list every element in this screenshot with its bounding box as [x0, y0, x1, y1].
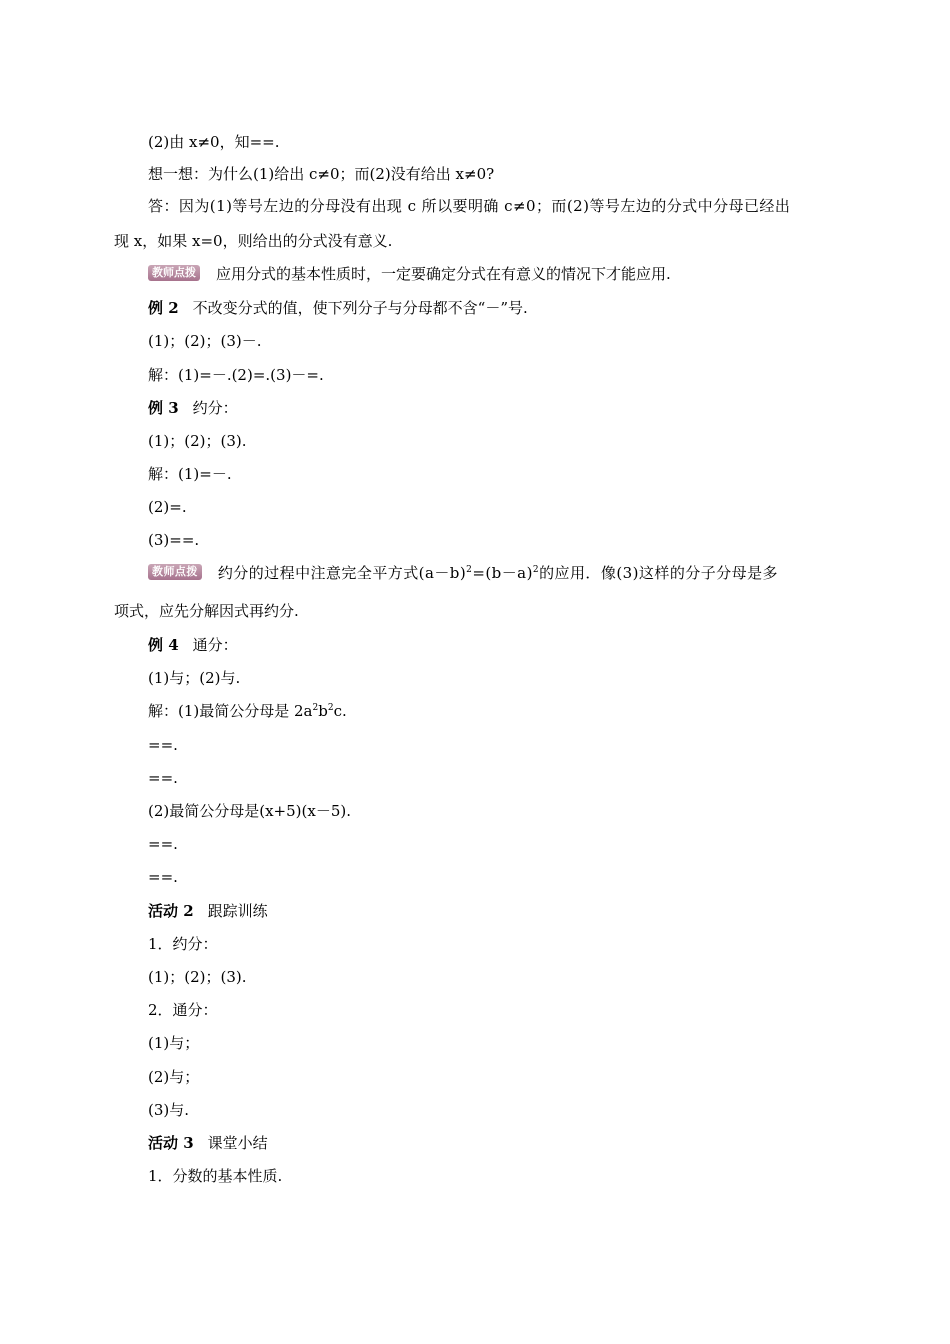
example-text: 不改变分式的值，使下列分子与分母都不含“－”号. — [192, 299, 528, 317]
activity-label: 活动 3 — [148, 1134, 194, 1152]
text-line: (1)；(2)；(3). — [148, 432, 247, 450]
example-text: 通分： — [192, 636, 238, 654]
text-line: (1)；(2)；(3). — [148, 968, 247, 986]
text-line: (2)与； — [148, 1068, 200, 1086]
text-line: ==. — [148, 769, 178, 787]
example-heading — [148, 398, 238, 418]
example-label: 例 3 — [148, 399, 179, 417]
activity-text: 跟踪训练 — [207, 902, 268, 920]
teacher-tip-badge: 教师点拨 — [148, 265, 200, 281]
text-line: (1)；(2)；(3)－. — [148, 332, 262, 350]
text-line: 1．分数的基本性质. — [148, 1167, 283, 1185]
text-line: (2)最简公分母是(x+5)(x－5). — [148, 802, 351, 820]
superscript: 2 — [466, 565, 473, 575]
text-segment: b — [318, 702, 328, 720]
example-heading — [148, 635, 238, 655]
text-line: 2．通分： — [148, 1001, 218, 1019]
superscript: 2 — [327, 703, 334, 713]
example-label: 例 4 — [148, 636, 179, 654]
teacher-tip-text: =(b－a) — [472, 564, 533, 582]
text-line: (3)==. — [148, 531, 200, 549]
teacher-tip-text: 的应用．像(3)这样的分子分母是多 — [539, 564, 778, 582]
text-line: 想一想：为什么(1)给出 c≠0；而(2)没有给出 x≠0? — [148, 165, 495, 183]
text-line: 项式，应先分解因式再约分. — [114, 602, 299, 620]
example-label: 例 2 — [148, 299, 179, 317]
activity-label: 活动 2 — [148, 902, 194, 920]
teacher-tip — [148, 563, 778, 583]
text-line: 1．约分： — [148, 935, 218, 953]
activity-heading — [148, 901, 268, 921]
text-segment: 解：(1)最简公分母是 2a — [148, 702, 313, 720]
text-segment: c. — [333, 702, 347, 720]
text-line: 解：(1)=－.(2)=.(3)－=. — [148, 366, 324, 384]
text-line: (1)与；(2)与. — [148, 669, 241, 687]
text-line: (1)与； — [148, 1034, 200, 1052]
teacher-tip-text: 约分的过程中注意完全平方式(a－b) — [217, 564, 467, 582]
text-line — [148, 701, 347, 721]
text-line: ==. — [148, 736, 178, 754]
teacher-tip-badge: 教师点拨 — [148, 564, 202, 580]
activity-text: 课堂小结 — [207, 1134, 268, 1152]
text-line: (2)由 x≠0，知==. — [148, 133, 280, 151]
text-line: (2)=. — [148, 498, 187, 516]
superscript: 2 — [532, 565, 540, 575]
teacher-tip-text: 应用分式的基本性质时，一定要确定分式在有意义的情况下才能应用. — [216, 265, 671, 283]
text-line: 现 x，如果 x=0，则给出的分式没有意义. — [114, 232, 393, 250]
example-text: 约分： — [192, 399, 238, 417]
activity-heading — [148, 1133, 268, 1153]
text-line: (3)与. — [148, 1101, 190, 1119]
example-heading — [148, 298, 528, 318]
text-line: 答：因为(1)等号左边的分母没有出现 c 所以要明确 c≠0；而(2)等号左边的分式中分母已经出 — [148, 197, 791, 215]
text-line: ==. — [148, 835, 178, 853]
teacher-tip — [148, 264, 671, 284]
superscript: 2 — [312, 703, 319, 713]
text-line: 解：(1)=－. — [148, 465, 232, 483]
text-line: ==. — [148, 868, 178, 886]
